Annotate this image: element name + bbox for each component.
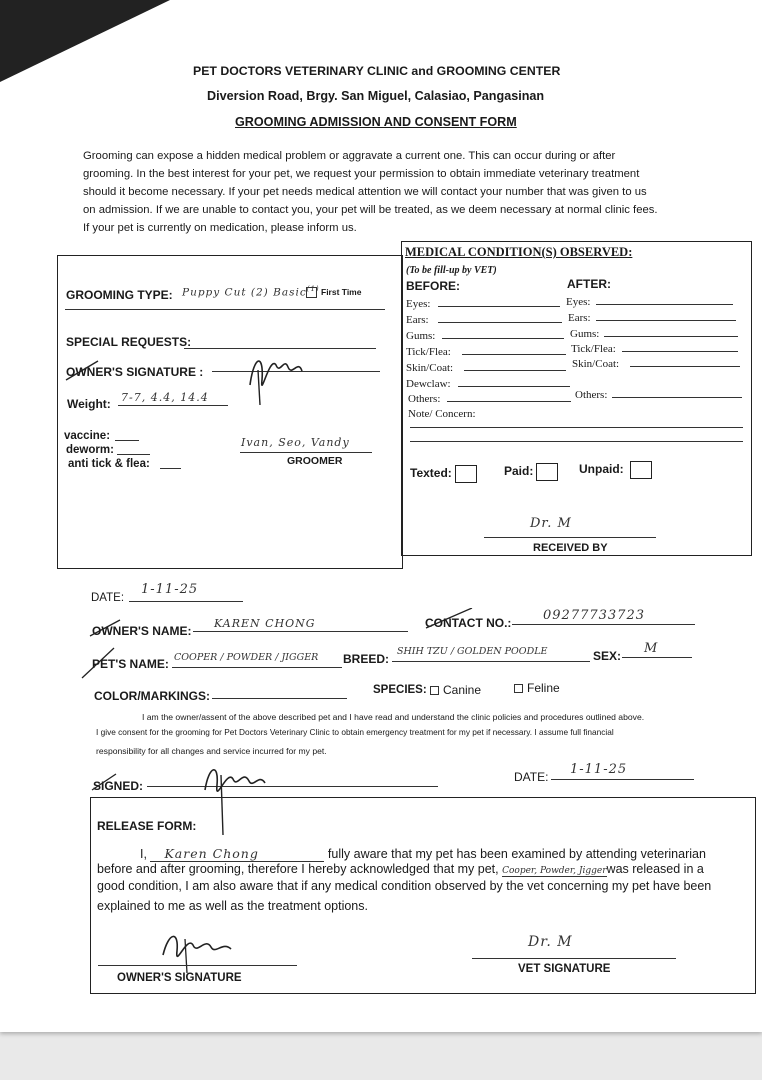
owner-name-label: OWNER'S NAME: bbox=[92, 624, 192, 638]
texted-checkbox[interactable] bbox=[455, 465, 477, 483]
before-skin-field[interactable] bbox=[464, 370, 566, 371]
feline-option[interactable] bbox=[514, 681, 560, 695]
release-line-4: explained to me as well as the treatment options. bbox=[97, 899, 368, 913]
after-skin-field[interactable] bbox=[630, 366, 740, 367]
after-gums-field[interactable] bbox=[604, 336, 738, 337]
intro-line: Grooming can expose a hidden medical problem or aggravate a current one. This can occur during or after bbox=[83, 150, 616, 162]
owner-strike-mark bbox=[64, 358, 104, 383]
scan-corner-shadow bbox=[0, 0, 170, 82]
vaccine-label: vaccine: bbox=[64, 430, 111, 442]
release-line-1-text: fully aware that my pet has been examined by attending veterinarian bbox=[327, 847, 706, 861]
consent-date-line bbox=[551, 779, 694, 780]
consent-line-1: I am the owner/assent of the above described pet and I have read and understand the clinic policies and procedures outlined above. bbox=[142, 712, 645, 722]
clinic-name: PET DOCTORS VETERINARY CLINIC and GROOMING CENTER bbox=[193, 64, 561, 78]
color-markings-field[interactable] bbox=[212, 698, 347, 699]
consent-date-label: DATE: bbox=[514, 770, 549, 784]
feline-checkbox[interactable] bbox=[514, 684, 523, 693]
before-eyes-field[interactable] bbox=[438, 306, 560, 307]
release-owner-name[interactable]: Karen Chong bbox=[150, 846, 324, 862]
intro-line: If your pet is currently on medication, please inform us. bbox=[83, 222, 357, 234]
before-dewclaw-field[interactable] bbox=[458, 386, 570, 387]
antitick-field[interactable] bbox=[160, 468, 181, 469]
before-eyes-label: Eyes: bbox=[406, 298, 431, 310]
groomer-line bbox=[240, 452, 372, 453]
before-tick-field[interactable] bbox=[462, 354, 566, 355]
feline-label: Feline bbox=[527, 681, 560, 695]
sex-line bbox=[622, 657, 692, 658]
form-title: GROOMING ADMISSION AND CONSENT FORM bbox=[235, 115, 517, 129]
strike-marks bbox=[88, 608, 478, 638]
received-by-line bbox=[484, 537, 656, 538]
after-tick-label: Tick/Flea: bbox=[571, 343, 616, 355]
breed-label: BREED: bbox=[343, 652, 390, 666]
owner-signature-scribble bbox=[240, 345, 310, 410]
after-others-label: Others: bbox=[575, 389, 608, 401]
weight-line bbox=[118, 405, 228, 406]
special-requests-label: SPECIAL REQUESTS: bbox=[66, 335, 192, 349]
before-others-label: Others: bbox=[408, 393, 441, 405]
medical-subtitle: (To be fill-up by VET) bbox=[406, 265, 497, 276]
release-owner-sig-line[interactable] bbox=[98, 965, 297, 966]
weight-label: Weight: bbox=[67, 397, 111, 411]
contact-value[interactable]: 09277733723 bbox=[543, 608, 645, 623]
signed-strike-mark bbox=[90, 770, 120, 792]
before-label: BEFORE: bbox=[406, 279, 460, 293]
breed-line bbox=[392, 661, 590, 662]
consent-line-3: responsibility for all changes and service incurred for my pet. bbox=[96, 746, 327, 756]
after-skin-label: Skin/Coat: bbox=[572, 358, 620, 370]
intro-line: grooming. In the best interest for your pet, we request your permission to obtain immediate veterinary treatment bbox=[83, 168, 640, 180]
groomer-label: GROOMER bbox=[287, 455, 343, 467]
after-eyes-label: Eyes: bbox=[566, 296, 591, 308]
owner-name-value[interactable]: KAREN CHONG bbox=[214, 617, 316, 630]
grooming-type-line bbox=[65, 309, 385, 310]
before-others-field[interactable] bbox=[447, 401, 571, 402]
paid-checkbox[interactable] bbox=[536, 463, 558, 481]
release-owner-sig-label: OWNER'S SIGNATURE bbox=[117, 972, 242, 984]
received-by-label: RECEIVED BY bbox=[533, 542, 608, 554]
unpaid-label: Unpaid: bbox=[579, 462, 624, 477]
before-gums-label: Gums: bbox=[406, 330, 436, 342]
texted-option[interactable] bbox=[410, 465, 477, 483]
species-label: SPECIES: bbox=[373, 684, 427, 696]
canine-option[interactable] bbox=[430, 683, 481, 697]
clinic-address: Diversion Road, Brgy. San Miguel, Calasiao, Pangasinan bbox=[207, 89, 545, 103]
first-time-option[interactable] bbox=[306, 287, 361, 298]
after-others-field[interactable] bbox=[612, 397, 742, 398]
received-by-signature[interactable]: Dr. M bbox=[530, 516, 572, 531]
date-label: DATE: bbox=[91, 592, 125, 604]
release-line-2-suffix: was released in a bbox=[606, 862, 704, 876]
before-ears-label: Ears: bbox=[406, 314, 429, 326]
vet-signature-value[interactable]: Dr. M bbox=[528, 934, 573, 950]
pet-name-value[interactable]: COOPER / POWDER / JIGGER bbox=[174, 652, 319, 663]
consent-date-value[interactable]: 1-11-25 bbox=[570, 762, 628, 777]
consent-line-2: I give consent for the grooming for Pet Doctors Veterinary Clinic to obtain emergency treatment for my pet if necessary. I assume full financial bbox=[96, 727, 614, 737]
first-time-label: First Time bbox=[321, 287, 362, 297]
unpaid-checkbox[interactable] bbox=[630, 461, 652, 479]
vet-sig-label: VET SIGNATURE bbox=[518, 963, 611, 975]
pet-name-line bbox=[172, 667, 342, 668]
note-line-2[interactable] bbox=[410, 441, 743, 442]
deworm-field[interactable] bbox=[117, 454, 150, 455]
pet-name-label: PET'S NAME: bbox=[92, 657, 169, 671]
groomer-names[interactable]: Ivan, Seo, Vandy bbox=[241, 436, 350, 449]
grooming-type-text: Puppy Cut (2) Basic bbox=[182, 286, 307, 299]
grooming-type-sup: (1) bbox=[306, 285, 320, 293]
after-eyes-field[interactable] bbox=[596, 304, 733, 305]
release-pet-names[interactable]: Cooper, Powder, Jigger bbox=[502, 866, 607, 876]
before-dewclaw-label: Dewclaw: bbox=[406, 378, 451, 390]
release-line-1 bbox=[140, 846, 706, 862]
before-tick-label: Tick/Flea: bbox=[406, 346, 451, 358]
before-skin-label: Skin/Coat: bbox=[406, 362, 454, 374]
grooming-details-box bbox=[57, 255, 403, 569]
after-gums-label: Gums: bbox=[570, 328, 600, 340]
canine-label: Canine bbox=[443, 683, 482, 697]
intro-line: on admission. If we are unable to contact you, your pet will be treated, as we deem necessary at normal clinic fees. bbox=[83, 204, 658, 216]
sex-label: SEX: bbox=[593, 649, 622, 663]
sex-value[interactable]: M bbox=[644, 641, 659, 656]
texted-label: Texted: bbox=[410, 466, 452, 481]
note-concern-label: Note/ Concern: bbox=[408, 408, 476, 420]
date-value[interactable]: 1-11-25 bbox=[141, 582, 199, 597]
canine-checkbox[interactable] bbox=[430, 686, 439, 695]
owner-signature-label: OWNER'S SIGNATURE : bbox=[66, 365, 204, 379]
contact-label: CONTACT NO.: bbox=[425, 616, 512, 630]
unpaid-option[interactable] bbox=[579, 461, 652, 479]
before-gums-field[interactable] bbox=[442, 338, 564, 339]
grooming-type-value[interactable] bbox=[182, 285, 320, 299]
first-time-checkbox[interactable] bbox=[306, 287, 317, 298]
antitick-label: anti tick & flea: bbox=[68, 458, 150, 470]
release-title: RELEASE FORM: bbox=[97, 819, 197, 833]
release-line-2 bbox=[97, 862, 704, 876]
paid-label: Paid: bbox=[504, 464, 534, 479]
after-ears-field[interactable] bbox=[596, 320, 736, 321]
vaccine-field[interactable] bbox=[115, 440, 139, 441]
contact-line bbox=[512, 624, 695, 625]
signed-line[interactable] bbox=[147, 786, 438, 787]
vet-sig-line bbox=[472, 958, 676, 959]
medical-title: MEDICAL CONDITION(S) OBSERVED: bbox=[405, 245, 633, 259]
deworm-label: deworm: bbox=[66, 444, 114, 456]
weight-value[interactable]: 7-7, 4.4, 14.4 bbox=[121, 391, 209, 404]
grooming-type-label: GROOMING TYPE: bbox=[66, 288, 173, 302]
release-owner-signature-scribble bbox=[155, 925, 245, 975]
release-line-2-text: before and after grooming, therefore I hereby acknowledged that my pet, bbox=[97, 862, 499, 876]
pet-strike-mark bbox=[80, 644, 120, 680]
after-tick-field[interactable] bbox=[622, 351, 738, 352]
release-i: I, bbox=[140, 847, 147, 861]
release-line-3: good condition, I am also aware that if any medical condition observed by the vet concerning my pet have been bbox=[97, 879, 712, 893]
paid-option[interactable] bbox=[504, 463, 558, 481]
after-ears-label: Ears: bbox=[568, 312, 591, 324]
after-label: AFTER: bbox=[567, 277, 611, 291]
intro-paragraph bbox=[83, 147, 658, 237]
date-line bbox=[129, 601, 243, 602]
color-markings-label: COLOR/MARKINGS: bbox=[94, 689, 210, 703]
before-ears-field[interactable] bbox=[438, 322, 562, 323]
note-line-1[interactable] bbox=[410, 427, 743, 428]
signed-label: SIGNED: bbox=[93, 779, 144, 793]
breed-value[interactable]: SHIH TZU / GOLDEN POODLE bbox=[397, 646, 548, 657]
intro-line: should it become necessary. If your pet needs medical attention we will contact your number that was given to us bbox=[83, 186, 647, 198]
